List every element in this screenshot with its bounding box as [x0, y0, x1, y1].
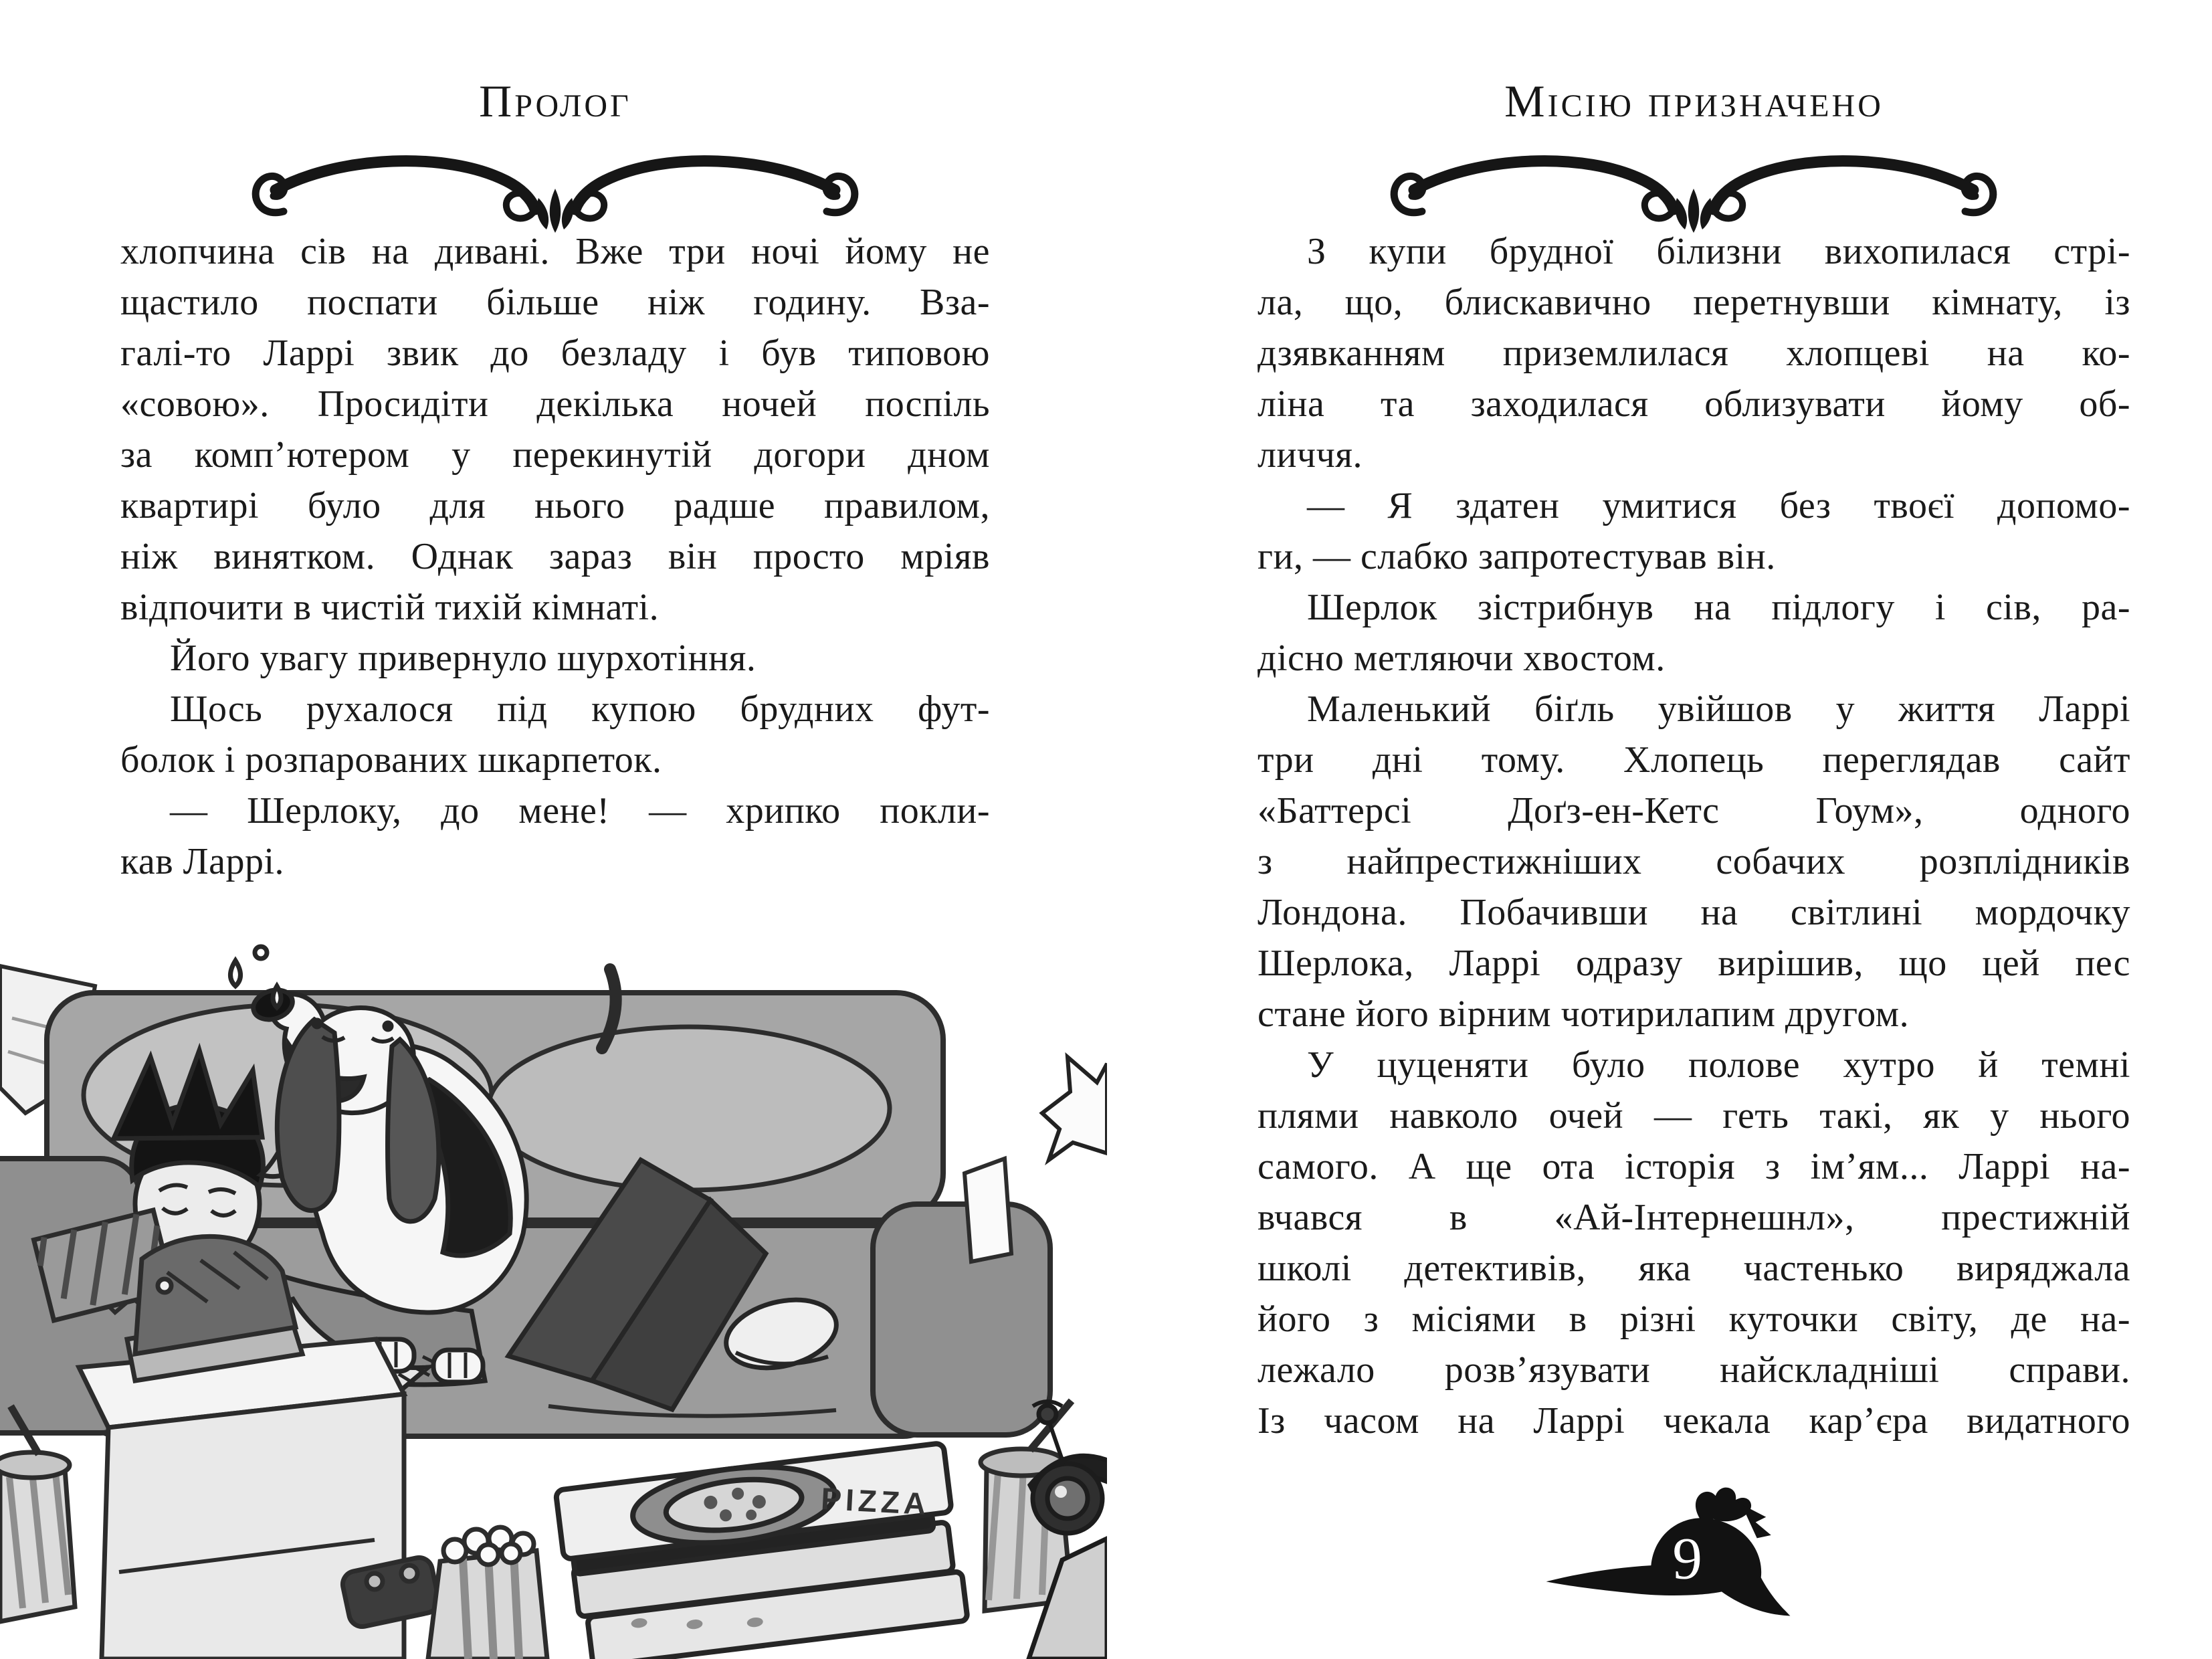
text-line: — Шерлоку, до мене! — хрипко покли- — [170, 790, 990, 832]
text-line: три дні тому. Хлопець переглядав сайт — [1258, 739, 2130, 781]
text-line: стане його вірним чотирилапим другом. — [1258, 993, 1910, 1035]
text-line: дісно метляючи хвостом. — [1258, 638, 1666, 679]
text-line: — Я здатен умитися без твоєї допомо- — [1307, 485, 2130, 526]
text-line: ла, що, блискавично перетнувши кімнату, із — [1258, 282, 2130, 323]
text-line: Шерлока, Ларрі одразу вирішив, що цей пес — [1258, 943, 2130, 984]
text-line: квартирі було для нього радше правилом, — [120, 485, 990, 526]
left-page-title: Пролог — [479, 76, 631, 126]
text-line: лежало розв’язувати найскладніші справи. — [1258, 1349, 2130, 1391]
right-page-title: Місію призначено — [1504, 76, 1884, 126]
text-line: відпочити в чистій тихій кімнаті. — [120, 587, 660, 628]
pizza-box-label: PIZZA — [820, 1480, 931, 1522]
text-line: У цуценяти було полове хутро й темні — [1307, 1044, 2130, 1086]
text-line: Лондона. Побачивши на світлині мордочку — [1258, 892, 2130, 933]
text-line: дзявканням приземлилася хлопцеві на ко- — [1258, 332, 2130, 374]
text-line: з найпрестижніших собачих розплідників — [1258, 841, 2130, 882]
text-line: плями навколо очей — геть такі, як у нього — [1258, 1095, 2130, 1137]
star-splash — [1042, 1057, 1107, 1160]
text-line: за комп’ютером у перекинутій догори дном — [120, 434, 990, 476]
page-number: 9 — [1672, 1526, 1702, 1592]
milkshake-cup — [0, 1406, 75, 1622]
text-line: Маленький біґль увійшов у життя Ларрі — [1307, 688, 2130, 730]
text-line: «Баттерсі Доґз-ен-Кетс Гоум», одного — [1258, 790, 2130, 832]
text-line: личчя. — [1258, 434, 1363, 476]
text-line: щастило поспати більше ніж годину. Вза- — [120, 282, 990, 323]
text-line: галі-то Ларрі звик до безладу і був типовою — [120, 332, 990, 374]
text-line: його з місіями в різні куточки світу, де на- — [1258, 1298, 2130, 1340]
text-line: Шерлок зістрибнув на підлогу і сів, ра- — [1307, 587, 2130, 628]
hat-silhouette — [1546, 1518, 1791, 1616]
text-line: «совою». Просидіти декілька ночей поспіль — [120, 383, 990, 425]
right-page-text — [1258, 226, 2130, 1446]
text-line: ніж винятком. Однак зараз він просто мріяв — [120, 536, 990, 577]
text-line: хлопчина сів на дивані. Вже три ночі йому не — [120, 231, 990, 272]
text-line: Із часом на Ларрі чекала кар’єра видатного — [1258, 1400, 2130, 1442]
left-page-text — [120, 226, 990, 887]
text-line: ги, — слабко запротестував він. — [1258, 536, 1776, 577]
text-line: ліна та заходилася облизувати йому об- — [1258, 383, 2130, 425]
text-line: самого. А ще ота історія з ім’ям... Ларрі на- — [1258, 1146, 2130, 1187]
page-number-hat — [1537, 1450, 1799, 1648]
text-line: З купи брудної білизни вихопилася стрі- — [1307, 231, 2130, 272]
text-line: Щось рухалося під купою брудних фут- — [170, 688, 990, 730]
text-line: кав Ларрі. — [120, 841, 285, 882]
text-line: болок і розпарованих шкарпеток. — [120, 739, 662, 781]
text-line: школі детективів, яка частенько виряджала — [1258, 1248, 2130, 1289]
hat-bow — [1696, 1488, 1751, 1522]
text-line: вчався в «Ай-Інтернешнл», престижній — [1258, 1197, 2130, 1238]
flourish-ornament — [239, 131, 871, 233]
flourish-ornament — [1378, 131, 2009, 233]
paper-sheet-right — [965, 1159, 1011, 1262]
couch-scene-illustration — [0, 938, 1107, 1659]
text-line: Його увагу привернуло шурхотіння. — [170, 638, 757, 679]
pizza-boxes — [556, 1442, 968, 1659]
